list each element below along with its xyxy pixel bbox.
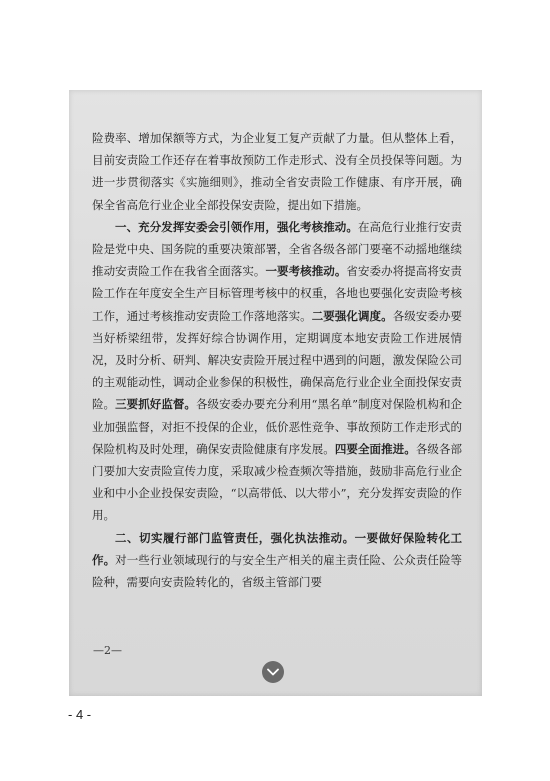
paragraph [92,527,462,594]
section-heading: 一、充分发挥安委会引领作用，强化考核推动。 [115,219,358,234]
text-run: 对一些行业领域现行的与安全生产相关的雇主责任险、公众责任险等险种，需要向安责险转化的，省级主管部门要 [92,552,463,590]
subheading: 四要全面推进。 [334,441,416,456]
chevron-down-icon [267,668,279,676]
text-run: 险费率、增加保额等方式，为企业复工复产贡献了力量。但从整体上看，目前安责险工作还存在着事故预防工作走形式、没有全员投保等问题。为进一步贯彻落实《实施细则》，推动全省安责险工作健康、有序开展，确保全省高危行业企业全部投保安责险，提出如下措施。 [92,131,462,212]
outer-page-number: - 4 - [68,707,92,722]
scroll-down-button[interactable] [262,661,284,683]
text-run: 各级各部门要加大安责险宣传力度，采取减少检查频次等措施，鼓励非高危行业企业和中小企业投保安责险，“以高带低、以大带小”，充分发挥安责险的作用。 [92,441,463,523]
subheading: 三要抓好监督。 [115,397,196,412]
text-run: 省安委办将提高将安责险工作在年度安全生产目标管理考核中的权重，各地也要强化安责险考核工作，通过考核推动安责险工作落地落实。 [92,264,463,323]
section-heading: 二、切实履行部门监管责任，强化执法推动。 [115,530,355,545]
subheading: 一要做好保险转化工作。 [92,530,462,567]
inner-page-number: —2— [93,644,122,657]
text-run: 各级安委办要当好桥梁纽带，发挥好综合协调作用，定期调度本地安责险工作进展情况，及时分析、研判、解决安责险开展过程中遇到的问题，激发保险公司的主观能动性，调动企业参保的积极性，确保高危行业企业全面投保安责险。 [92,308,463,412]
paragraph [92,127,462,216]
text-run: 在高危行业推行安责险是党中央、国务院的重要决策部署，全省各级各部门要毫不动摇地继续推动安责险工作在我省全面落实。 [92,219,463,279]
subheading: 二要强化调度。 [311,308,393,323]
paragraph [92,216,462,527]
text-run: 各级安委办要充分利用“黑名单”制度对保险机构和企业加强监督，对拒不投保的企业，低价恶性竞争、事故预防工作走形式的保险机构及时处理，确保安责险健康有序发展。 [92,397,463,456]
subheading: 一要考核推动。 [265,264,347,279]
document-body [92,127,462,593]
